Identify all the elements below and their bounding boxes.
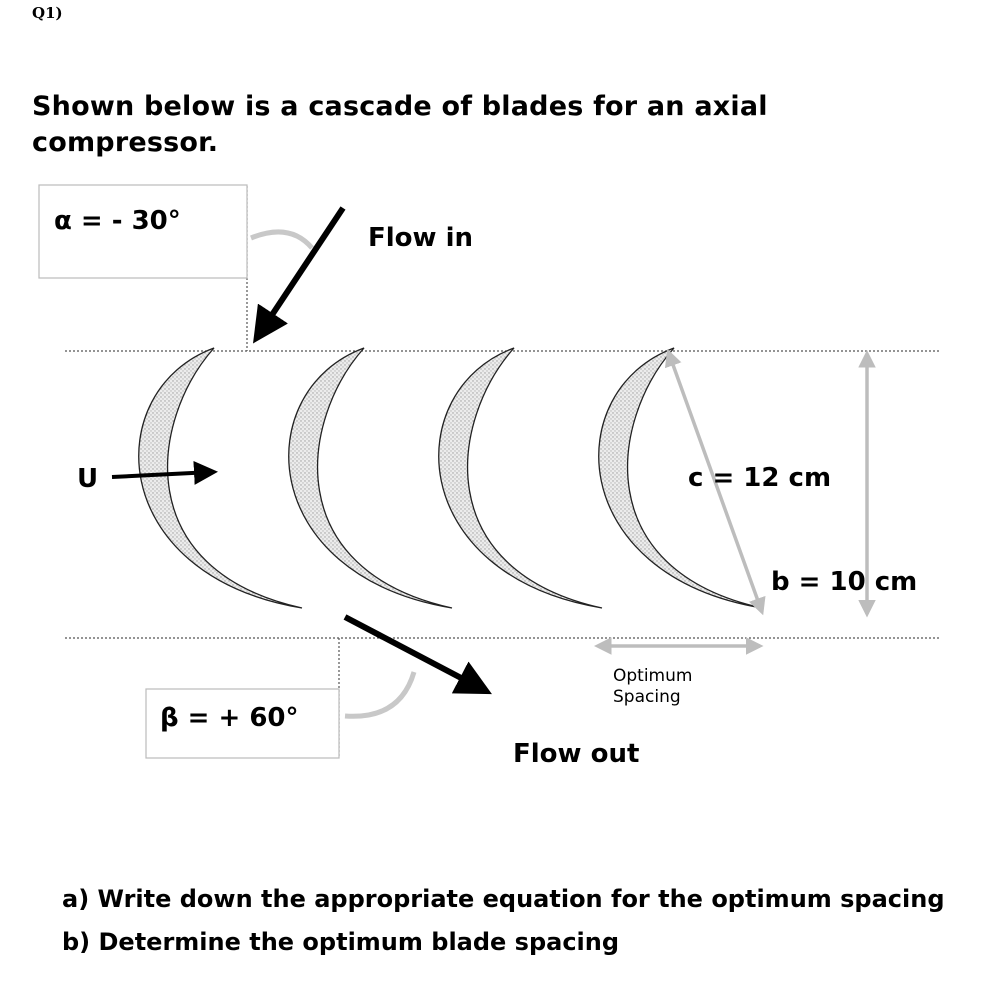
b-label: b = 10 cm — [771, 567, 918, 597]
alpha-label: α = - 30° — [54, 206, 181, 236]
spacing-label-line1: Optimum — [613, 666, 693, 686]
question-b: b) Determine the optimum blade spacing — [62, 928, 620, 956]
beta-label: β = + 60° — [160, 703, 299, 733]
beta-angle-arc — [345, 672, 414, 716]
question-list — [62, 878, 945, 964]
flow-out-arrow — [345, 617, 484, 690]
alpha-angle-arc — [251, 232, 312, 248]
blade-2 — [289, 348, 452, 608]
u-label: U — [77, 464, 99, 494]
question-heading: Shown below is a cascade of blades for an axial compressor. — [32, 91, 768, 158]
flow-in-label: Flow in — [368, 223, 474, 253]
blade-speed-arrow — [112, 472, 212, 477]
chord-label: c = 12 cm — [688, 463, 832, 493]
spacing-label-line2: Spacing — [613, 687, 681, 707]
question-number: Q1) — [32, 4, 63, 22]
flow-out-label: Flow out — [513, 739, 640, 769]
blade-1 — [139, 348, 302, 608]
flow-in-arrow — [258, 208, 343, 336]
blade-3 — [439, 348, 602, 608]
question-a: a) Write down the appropriate equation for the optimum spacing — [62, 885, 945, 913]
